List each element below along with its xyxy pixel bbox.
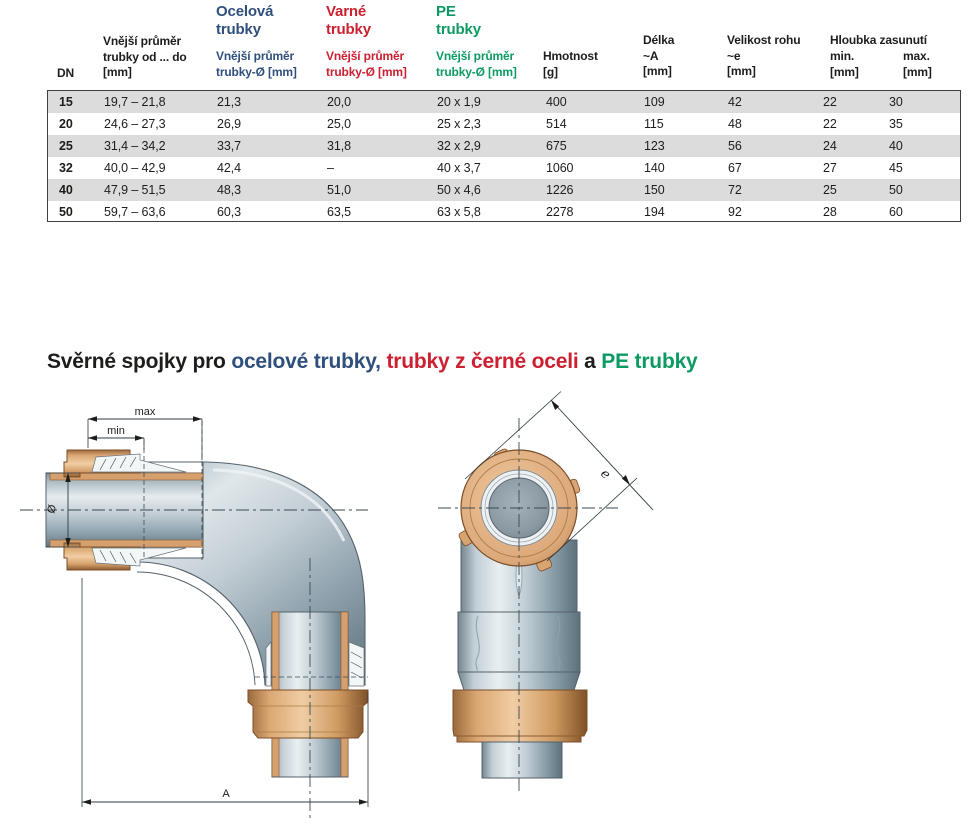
col-header-length: Délka ~A [mm] — [643, 33, 675, 78]
table-row: 25 31,4 – 34,2 33,7 31,8 32 x 2,9 675 123 56 24 40 — [48, 135, 960, 157]
col-header-weight: Hmotnost [g] — [543, 49, 598, 79]
heading-part-a: a — [584, 350, 602, 373]
col-header-insertion-depth: Hloubka zasunutí — [830, 33, 927, 47]
col-header-welded-title: Varné trubky — [326, 3, 371, 38]
col-header-steel-sub: Vnější průměr trubky-Ø [mm] — [216, 49, 297, 79]
table-row: 15 19,7 – 21,8 21,3 20,0 20 x 1,9 400 109 42 22 30 — [48, 91, 960, 113]
heading-part-black-steel: trubky z černé oceli — [386, 350, 585, 373]
dim-label-a: A — [222, 788, 230, 800]
heading-part-steel: ocelové trubky, — [231, 350, 387, 373]
compression-nut-bottom — [248, 690, 368, 738]
col-header-corner-size: Velikost rohu ~e [mm] — [727, 33, 801, 78]
clamp-ring-upper — [92, 454, 186, 472]
dim-label-diameter: Ø — [45, 503, 60, 515]
section-heading — [47, 350, 698, 374]
col-header-pe-sub: Vnější průměr trubky-Ø [mm] — [436, 49, 517, 79]
pipe-stub — [482, 742, 562, 778]
heading-part-pe: PE trubky — [601, 350, 698, 373]
col-header-pe-title: PE trubky — [436, 3, 481, 38]
spec-table — [47, 90, 961, 222]
clamp-ring-right — [349, 642, 364, 686]
col-header-steel-title: Ocelová trubky — [216, 3, 274, 38]
table-row: 32 40,0 – 42,9 42,4 – 40 x 3,7 1060 140 67 27 45 — [59, 161, 903, 175]
dim-label-max: max — [134, 406, 156, 418]
dim-label-e: e — [597, 466, 614, 483]
elbow-front-view — [438, 392, 653, 796]
col-header-depth-min: min. [mm] — [830, 49, 859, 79]
col-header-dn-label: DN — [57, 66, 75, 80]
dimension-min — [88, 425, 144, 450]
clamp-ring-left — [266, 642, 271, 686]
elbow-side-view — [20, 406, 368, 818]
technical-drawing — [0, 390, 975, 840]
col-header-dn — [57, 66, 74, 82]
col-header-outer-diameter: Vnější průměr trubky od ... do [mm] — [103, 34, 187, 79]
union-nut — [453, 690, 587, 742]
table-row: 40 47,9 – 51,5 48,3 51,0 50 x 4,6 1226 150 72 25 50 — [48, 179, 960, 201]
col-header-depth-max: max. [mm] — [903, 49, 932, 79]
table-row: 20 24,6 – 27,3 26,9 25,0 25 x 2,3 514 115 48 22 35 — [59, 117, 903, 131]
col-header-welded-sub: Vnější průměr trubky-Ø [mm] — [326, 49, 407, 79]
heading-part-black: Svěrné spojky pro — [47, 350, 232, 373]
table-row: 50 59,7 – 63,6 60,3 63,5 63 x 5,8 2278 194 92 28 60 — [59, 205, 903, 219]
dim-label-min: min — [107, 425, 125, 437]
